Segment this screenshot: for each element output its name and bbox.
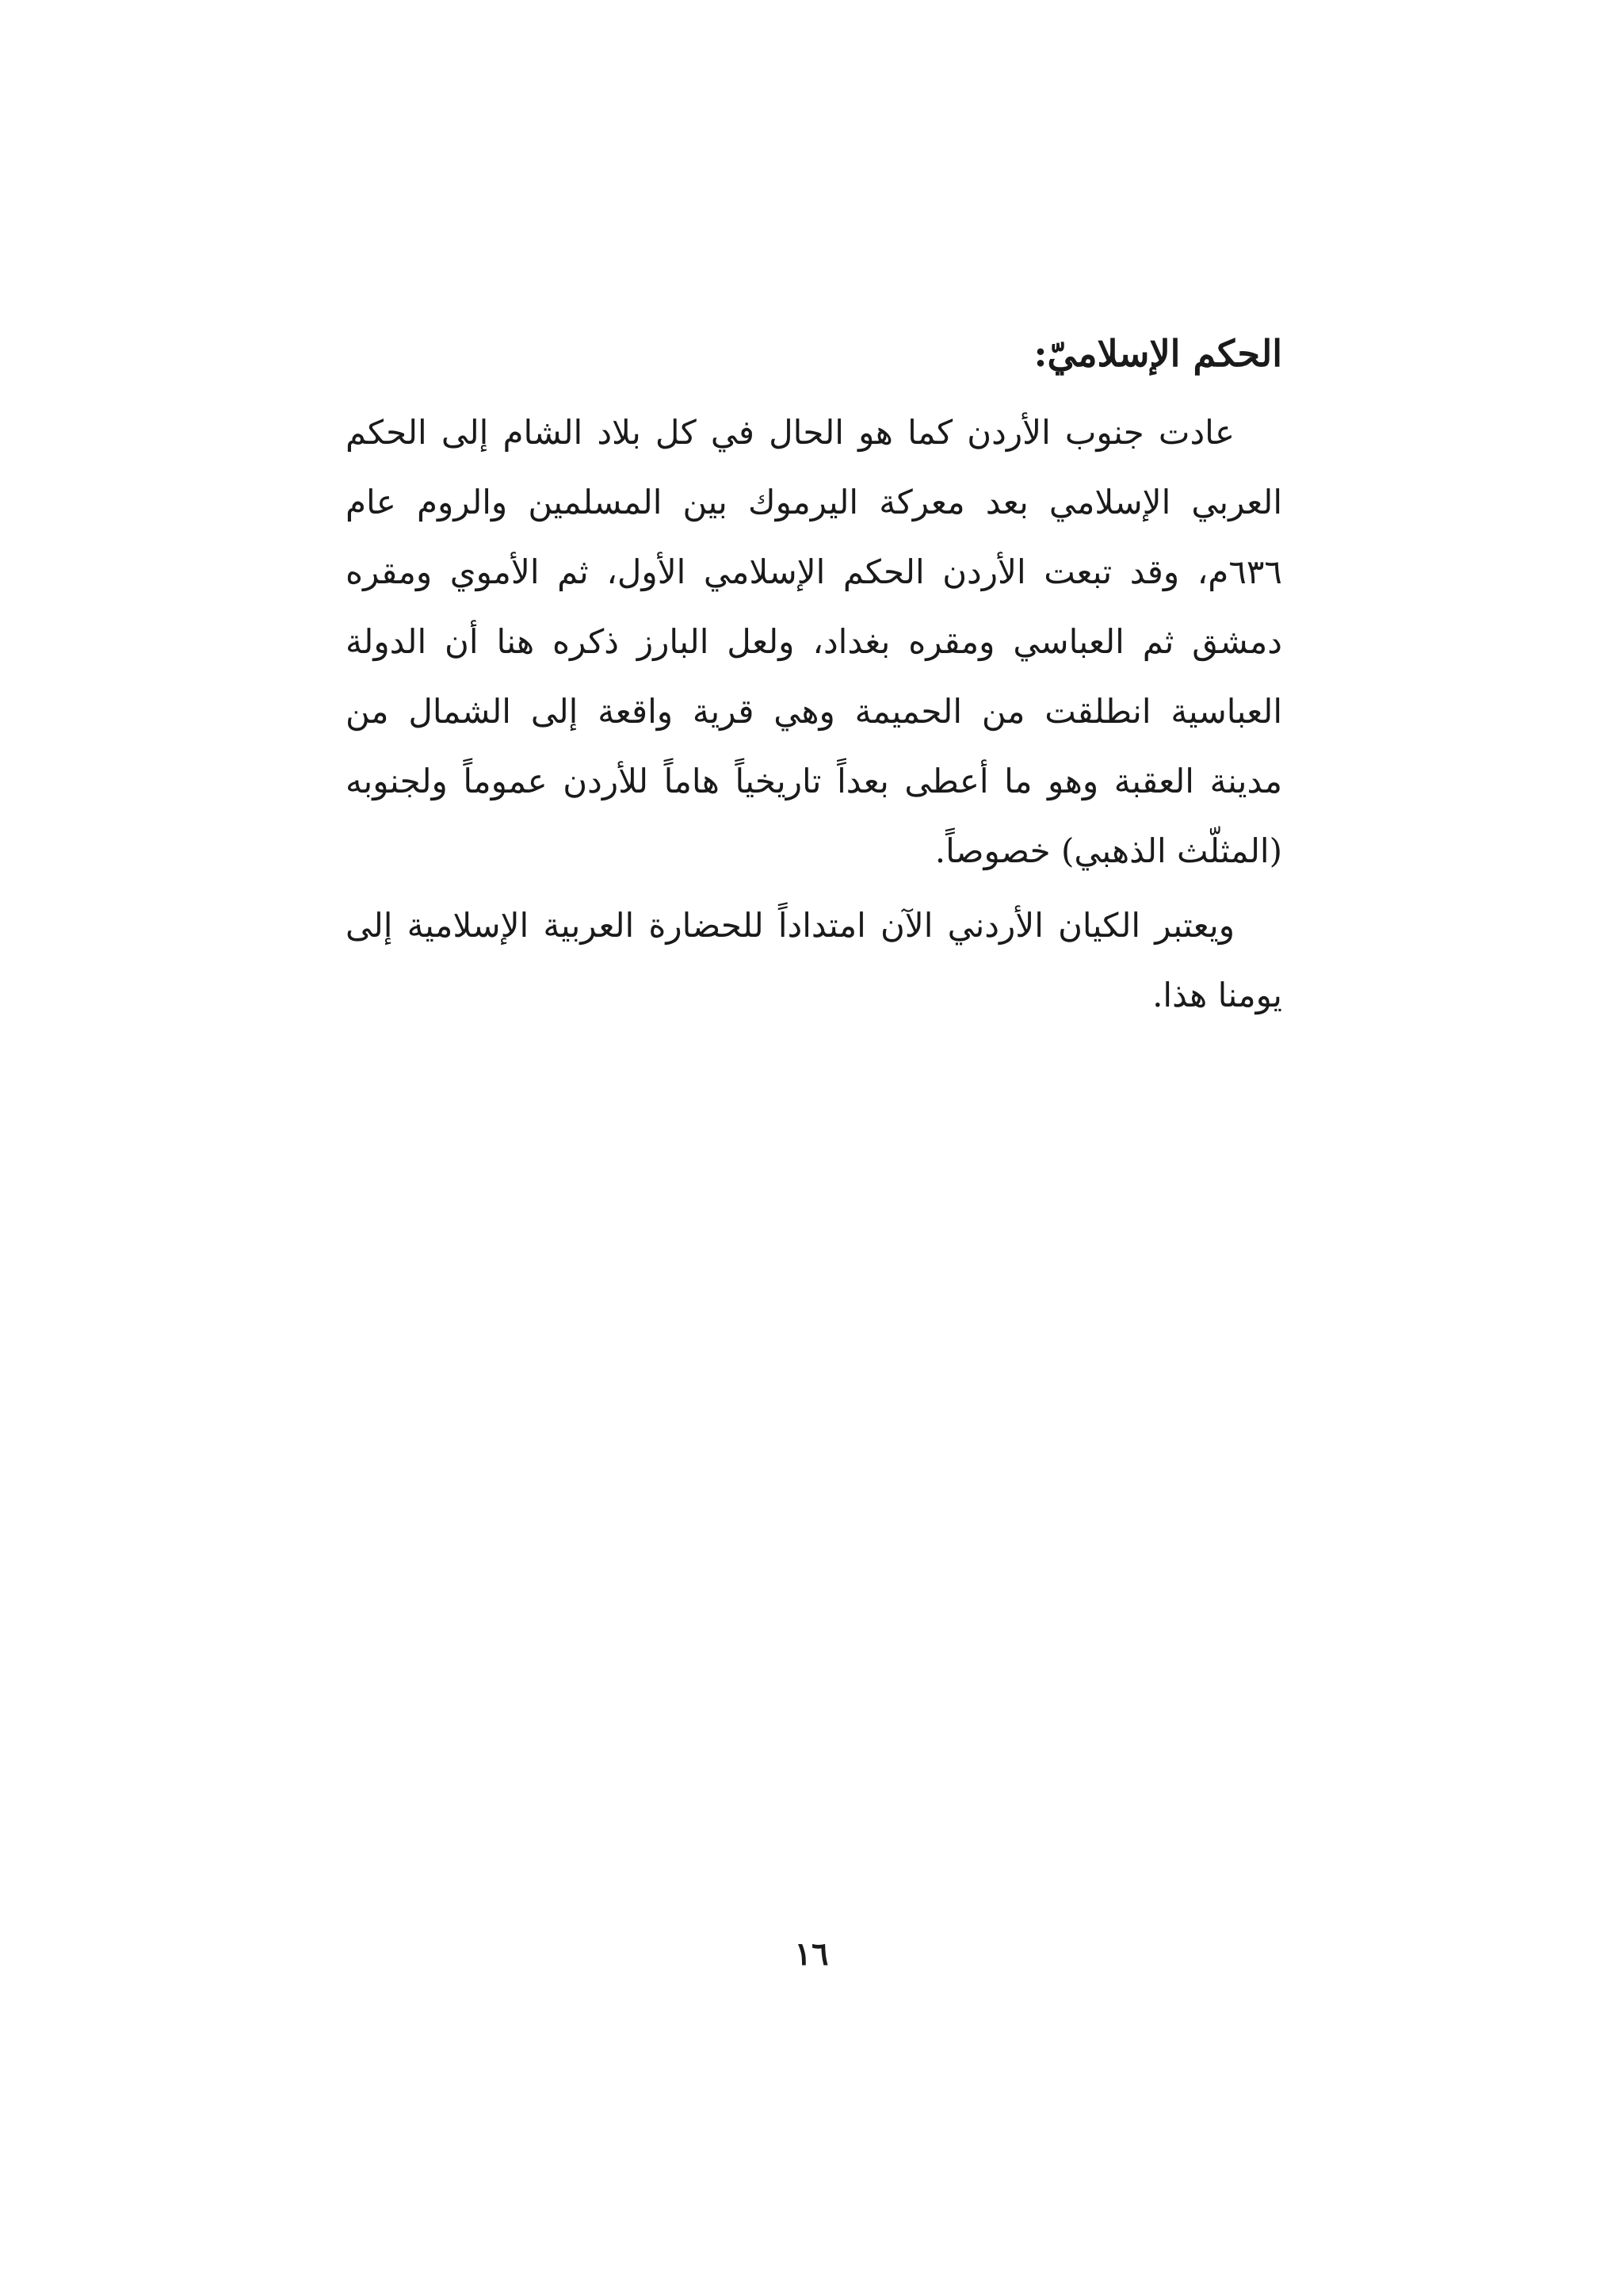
paragraph-1: عادت جنوب الأردن كما هو الحال في كل بلاد الشام إلى الحكم العربي الإسلامي بعد معركة اليرموك بين المسلمين والروم عام ٦٣٦م، وقد تبعت الأردن الحكم الإسلامي الأول، ثم الأموي ومقره دمشق ثم العباسي ومقره بغداد، ولعل البارز ذكره هنا أن الدولة العباسية انطلقت من الحميمة وهي قرية واقعة إلى الشمال من مدينة العقبة وهو ما أعطى بعداً تاريخياً هاماً للأردن عموماً ولجنوبه (المثلّث الذهبي) خصوصاً. [346,413,1282,870]
page-number: ١٦ [794,1935,829,1973]
text-block [346,315,1282,1030]
section-heading: الحكم الإسلاميّ: [1033,332,1282,375]
paragraph-2: ويعتبر الكيان الأردني الآن امتداداً للحضارة العربية الإسلامية إلى يومنا هذا. [346,906,1282,1014]
